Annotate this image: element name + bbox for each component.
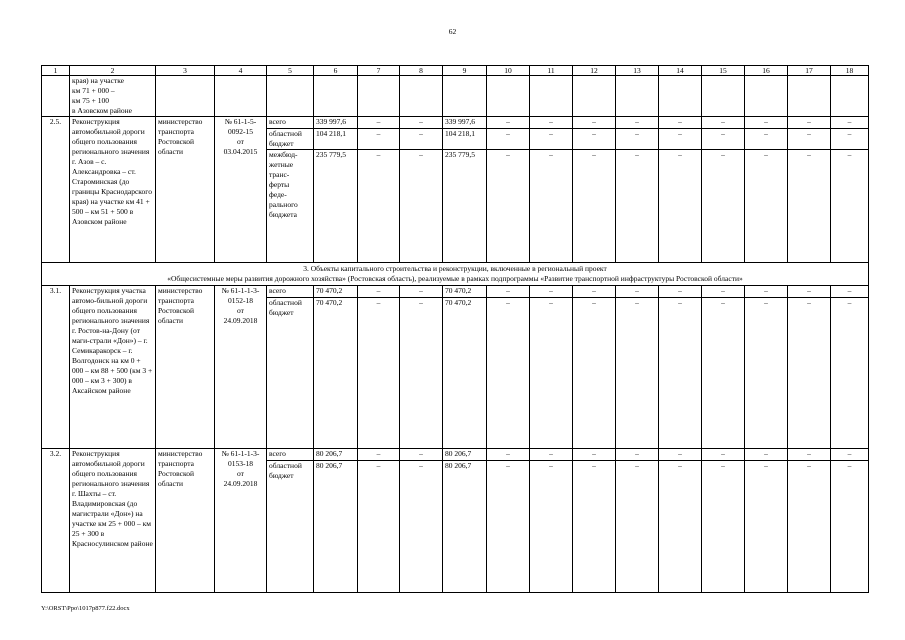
continuation-row: [42, 76, 869, 117]
table-cell: –: [745, 150, 788, 263]
table-cell: –: [788, 286, 831, 298]
table-cell: [314, 76, 358, 117]
column-number: 14: [659, 66, 702, 76]
table-cell: –: [487, 117, 530, 129]
column-number: 2: [70, 66, 156, 76]
column-number: 17: [788, 66, 831, 76]
table-cell: –: [573, 298, 616, 449]
column-number: 5: [267, 66, 314, 76]
year-amount: 70 470,2: [443, 298, 487, 449]
table-cell: –: [616, 449, 659, 461]
column-number: 9: [443, 66, 487, 76]
table-cell: –: [788, 449, 831, 461]
column-number: 18: [831, 66, 869, 76]
table-cell: –: [788, 129, 831, 150]
total-amount: 70 470,2: [314, 298, 358, 449]
column-number: 3: [156, 66, 215, 76]
table-cell: –: [400, 117, 443, 129]
table-cell: [400, 76, 443, 117]
year-amount: 80 206,7: [443, 461, 487, 593]
table-cell: –: [616, 129, 659, 150]
table-cell: –: [487, 129, 530, 150]
table-cell: [215, 76, 267, 117]
project-document: № 61-1-1-3- 0152-18 от 24.09.2018: [215, 286, 267, 449]
table-cell: –: [358, 461, 400, 593]
table-cell: –: [788, 117, 831, 129]
table-cell: –: [400, 298, 443, 449]
table-cell: [267, 76, 314, 117]
funding-source: областной бюджет: [267, 298, 314, 449]
funding-source: всего: [267, 117, 314, 129]
year-amount: 70 470,2: [443, 286, 487, 298]
project-row: [42, 449, 869, 461]
column-number: 10: [487, 66, 530, 76]
table-cell: –: [831, 286, 869, 298]
table-cell: –: [702, 298, 745, 449]
table-cell: –: [400, 150, 443, 263]
table-cell: –: [831, 461, 869, 593]
table-cell: [42, 76, 70, 117]
table-cell: –: [788, 150, 831, 263]
table-cell: –: [530, 449, 573, 461]
table-cell: –: [745, 449, 788, 461]
project-number: 3.2.: [42, 449, 70, 593]
table-cell: –: [659, 117, 702, 129]
table-cell: –: [831, 117, 869, 129]
financing-table: [41, 65, 869, 593]
column-number: 7: [358, 66, 400, 76]
total-amount: 70 470,2: [314, 286, 358, 298]
table-cell: –: [487, 298, 530, 449]
funding-source: областной бюджет: [267, 129, 314, 150]
table-cell: –: [745, 117, 788, 129]
table-cell: –: [358, 150, 400, 263]
table-cell: –: [358, 117, 400, 129]
table-cell: [443, 76, 487, 117]
total-amount: 104 218,1: [314, 129, 358, 150]
table-cell: –: [573, 461, 616, 593]
column-number: 1: [42, 66, 70, 76]
table-cell: –: [702, 129, 745, 150]
table-cell: –: [616, 461, 659, 593]
table-cell: [616, 76, 659, 117]
project-number: 3.1.: [42, 286, 70, 449]
table-cell: –: [487, 286, 530, 298]
section-heading: 3. Объекты капитального строительства и реконструкции, включенные в региональный проект «Общесистемные меры развития дорожного хозяйства» (Ростовская область), реализуемые в рамках подпрограммы «Развитие транспортной инфраструктуры Ростовской области»: [42, 263, 869, 286]
table-cell: –: [573, 449, 616, 461]
table-cell: –: [702, 461, 745, 593]
table-cell: –: [573, 150, 616, 263]
table-cell: –: [573, 129, 616, 150]
project-agency: министерство транспорта Ростовской области: [156, 449, 215, 593]
project-agency: министерство транспорта Ростовской области: [156, 117, 215, 263]
table-cell: –: [530, 150, 573, 263]
table-cell: –: [530, 129, 573, 150]
project-document: № 61-1-5- 0092-15 от 03.04.2015: [215, 117, 267, 263]
funding-source: межбюд- жетные транс- ферты феде- рального бюджета: [267, 150, 314, 263]
column-number: 8: [400, 66, 443, 76]
table-cell: –: [745, 461, 788, 593]
column-number-row: [42, 66, 869, 76]
table-cell: [573, 76, 616, 117]
table-cell: –: [659, 461, 702, 593]
table-cell: –: [400, 461, 443, 593]
table-cell: –: [573, 286, 616, 298]
total-amount: 235 779,5: [314, 150, 358, 263]
column-number: 12: [573, 66, 616, 76]
table-cell: –: [358, 129, 400, 150]
table-cell: –: [530, 117, 573, 129]
table-body: [42, 66, 869, 593]
file-path-footer: Y:\ORST\Ppo\1017p877.f22.docx: [41, 605, 130, 612]
project-name: Реконструкция автомобильной дороги общего пользования регионального значения г. Шахты – ст. Владимировская (до магистрали «Дон») на участке км 25 + 000 – км 25 + 300 в Красносулинском районе: [70, 449, 156, 593]
total-amount: 80 206,7: [314, 449, 358, 461]
project-row: [42, 117, 869, 129]
table-cell: –: [358, 449, 400, 461]
table-cell: –: [358, 298, 400, 449]
table-cell: –: [659, 449, 702, 461]
table-cell: –: [659, 286, 702, 298]
table-cell: [831, 76, 869, 117]
table-cell: –: [788, 298, 831, 449]
table-cell: –: [616, 117, 659, 129]
table-cell: –: [530, 461, 573, 593]
funding-source: всего: [267, 286, 314, 298]
table-cell: –: [358, 286, 400, 298]
year-amount: 339 997,6: [443, 117, 487, 129]
table-cell: –: [530, 286, 573, 298]
table-cell: –: [487, 461, 530, 593]
table-cell: [358, 76, 400, 117]
table-cell: –: [400, 449, 443, 461]
table-cell: [156, 76, 215, 117]
table-cell: –: [400, 286, 443, 298]
year-amount: 104 218,1: [443, 129, 487, 150]
funding-source: всего: [267, 449, 314, 461]
column-number: 4: [215, 66, 267, 76]
section-heading-row: [42, 263, 869, 286]
project-agency: министерство транспорта Ростовской области: [156, 286, 215, 449]
year-amount: 80 206,7: [443, 449, 487, 461]
funding-source: областной бюджет: [267, 461, 314, 593]
table-cell: –: [659, 129, 702, 150]
table-cell: –: [831, 150, 869, 263]
table-cell: [487, 76, 530, 117]
column-number: 15: [702, 66, 745, 76]
project-number: 2.5.: [42, 117, 70, 263]
table-cell: края) на участке км 71 + 000 – км 75 + 100 в Азовском районе: [70, 76, 156, 117]
column-number: 13: [616, 66, 659, 76]
total-amount: 339 997,6: [314, 117, 358, 129]
page-number: 62: [448, 27, 457, 36]
table-cell: –: [487, 449, 530, 461]
column-number: 16: [745, 66, 788, 76]
year-amount: 235 779,5: [443, 150, 487, 263]
table-cell: –: [788, 461, 831, 593]
table-cell: –: [702, 150, 745, 263]
table-cell: –: [573, 117, 616, 129]
table-cell: –: [616, 150, 659, 263]
table-cell: –: [616, 298, 659, 449]
table-cell: –: [702, 449, 745, 461]
table-cell: –: [702, 286, 745, 298]
table-cell: –: [400, 129, 443, 150]
table-cell: –: [831, 129, 869, 150]
table-cell: –: [745, 298, 788, 449]
project-row: [42, 286, 869, 298]
project-name: Реконструкция участка автомо-бильной дороги общего пользования регионального значения г. Ростов-на-Дону (от маги-страли «Дон») – г. Семикаракорск – г. Волгодонск на км 0 + 000 – км 88 + 500 (км 3 + 000 – км 3 + 300) в Аксайском районе: [70, 286, 156, 449]
project-document: № 61-1-1-3- 0153-18 от 24.09.2018: [215, 449, 267, 593]
column-number: 11: [530, 66, 573, 76]
table-cell: –: [831, 449, 869, 461]
table-cell: [659, 76, 702, 117]
table-cell: –: [530, 298, 573, 449]
table-cell: –: [831, 298, 869, 449]
table-cell: –: [659, 298, 702, 449]
table-cell: [788, 76, 831, 117]
column-number: 6: [314, 66, 358, 76]
table-cell: [702, 76, 745, 117]
table-cell: –: [745, 286, 788, 298]
project-name: Реконструкция автомобильной дороги общего пользования регионального значения г. Азов – с. Александровка – ст. Староминская (до границы Краснодарского края) на участке км 41 + 500 – км 51 + 500 в Азовском районе: [70, 117, 156, 263]
table-cell: –: [487, 150, 530, 263]
table-cell: –: [745, 129, 788, 150]
table-cell: –: [616, 286, 659, 298]
total-amount: 80 206,7: [314, 461, 358, 593]
table-cell: –: [659, 150, 702, 263]
table-cell: [745, 76, 788, 117]
table-cell: [530, 76, 573, 117]
table-cell: –: [702, 117, 745, 129]
